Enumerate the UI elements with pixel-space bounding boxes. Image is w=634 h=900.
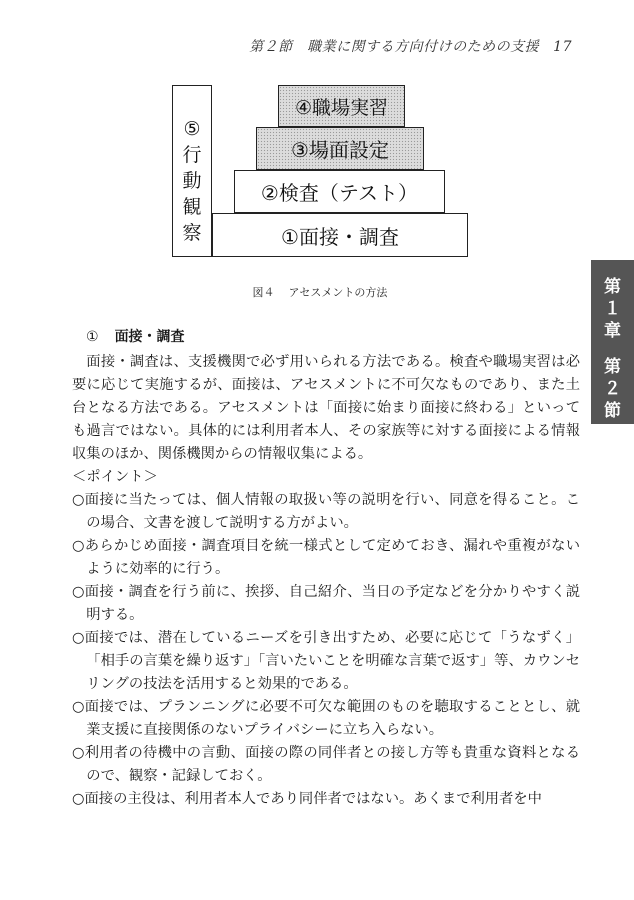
- tab-section-label: [604, 356, 621, 422]
- tab-char: 第: [604, 277, 621, 297]
- side-label-char: 観: [182, 196, 202, 218]
- tab-char: １: [604, 299, 621, 319]
- header-section-title: 第２節 職業に関する方向付けのための支援: [249, 39, 540, 55]
- point-item: ○あらかじめ面接・調査項目を統一様式として定めておき、漏れや重複がないように効率的に行う。: [72, 538, 580, 577]
- step-scene-setting: ③場面設定: [256, 127, 424, 170]
- step-testing: ②検査（テスト）: [234, 170, 445, 213]
- chapter-section-tab: [591, 260, 634, 424]
- point-item: ○面接では、潜在しているニーズを引き出すため、必要に応じて「うなずく」「相手の言葉を繰り返す」「言いたいことを明確な言葉で返す」等、カウンセリングの技法を活用すると効果的である。: [72, 630, 580, 692]
- side-label-char: 察: [182, 222, 202, 244]
- point-item: ○面接に当たっては、個人情報の取扱い等の説明を行い、同意を得ること。この場合、文書を渡して説明する方がよい。: [72, 492, 580, 531]
- behavior-observation-box: [172, 85, 212, 257]
- figure-caption: [0, 284, 634, 300]
- points-heading: ＜ポイント＞: [72, 469, 158, 485]
- side-label-char: 行: [182, 144, 202, 166]
- figure-number: 図４: [252, 286, 275, 299]
- section-number: ①: [86, 329, 99, 345]
- points-list: [72, 489, 580, 811]
- point-item: ○面接の主役は、利用者本人であり同伴者ではない。あくまで利用者を中: [72, 791, 542, 807]
- point-item: ○利用者の待機中の言動、面接の際の同伴者との接し方等も貴重な資料となるので、観察・記録しておく。: [72, 745, 580, 784]
- assessment-figure: [0, 0, 634, 300]
- tab-char: ２: [604, 379, 621, 399]
- figure-caption-text: アセスメントの方法: [288, 286, 388, 299]
- page-number: 17: [553, 39, 572, 55]
- main-content: [72, 326, 580, 811]
- tab-chapter-label: [604, 276, 621, 342]
- side-label-char: ⑤: [183, 118, 201, 140]
- section-paragraph: 面接・調査は、支援機関で必ず用いられる方法である。検査や職場実習は必要に応じて実施するが、面接は、アセスメントに不可欠なものであり、また土台となる方法である。アセスメントは「面接に始まり面接に終わる」といっても過言ではない。具体的には利用者本人、その家族等に対する面接による情報収集のほか、関係機関からの情報収集による。: [72, 354, 580, 462]
- side-label-char: 動: [182, 170, 202, 192]
- section-title-text: 面接・調査: [114, 329, 185, 345]
- point-item: ○面接では、プランニングに必要不可欠な範囲のものを聴取することとし、就業支援に直接関係のないプライバシーに立ち入らない。: [72, 699, 580, 738]
- step-interview-survey: ①面接・調査: [212, 213, 468, 257]
- tab-char: 節: [604, 401, 621, 421]
- step-workplace-training: ④職場実習: [278, 85, 405, 127]
- tab-char: 章: [604, 321, 621, 341]
- tab-char: 第: [604, 357, 621, 377]
- point-item: ○面接・調査を行う前に、挨拶、自己紹介、当日の予定などを分かりやすく説明する。: [72, 584, 580, 623]
- section-heading: [72, 326, 580, 349]
